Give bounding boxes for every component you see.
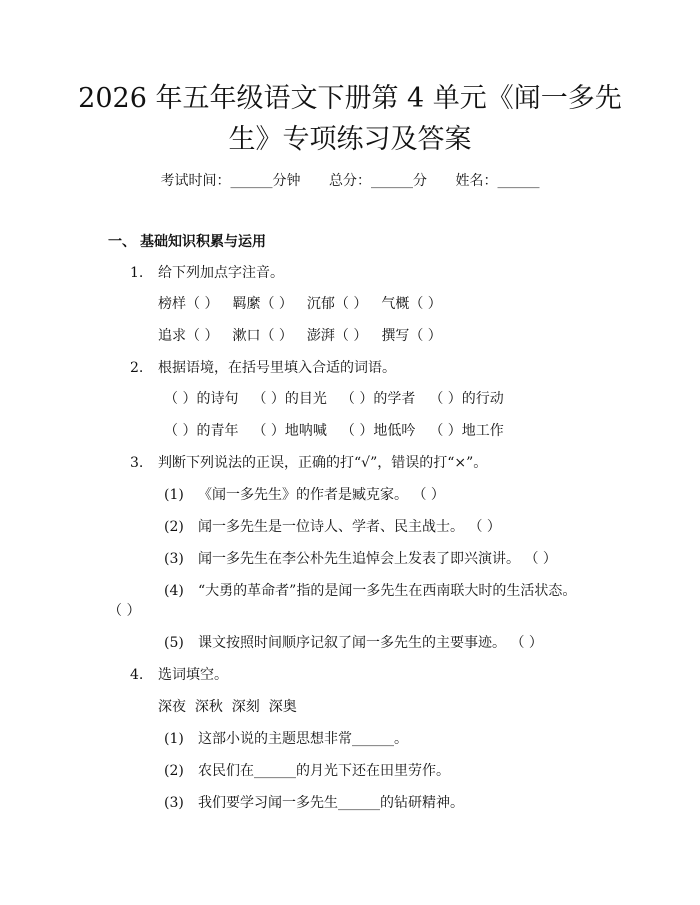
item-number: (1)	[164, 731, 184, 747]
fill-item: （ ）地呐喊	[252, 423, 327, 439]
pinyin-item: 澎湃（ ）	[306, 328, 368, 344]
question-2	[130, 357, 396, 377]
pinyin-item: 撰写（ ）	[381, 328, 442, 344]
fill-item: （ ）地低吟	[340, 423, 416, 439]
title-line-1: 2026 年五年级语文下册第 4 单元《闻一多先	[78, 83, 622, 114]
item-text: 闻一多先生在李公朴先生追悼会上发表了即兴演讲。 （ ）	[198, 551, 557, 567]
question-number: 4.	[130, 667, 144, 683]
question-number: 1.	[130, 265, 144, 281]
fill-item: （ ）地工作	[429, 423, 504, 439]
question-text: 选词填空。	[158, 667, 228, 683]
fill-item: （ ）的学者	[340, 391, 416, 407]
item-text: “大勇的革命者”指的是闻一多先生在西南联大时的生活状态。	[198, 583, 577, 599]
exam-meta	[0, 170, 700, 190]
q4-item-2	[164, 760, 450, 780]
student-name: 姓名：______	[455, 173, 540, 189]
question-text: 根据语境，在括号里填入合适的词语。	[158, 360, 396, 376]
pinyin-item: 漱口（ ）	[232, 328, 293, 344]
title-line-2: 生》专项练习及答案	[228, 124, 472, 155]
fill-item: （ ）的目光	[252, 391, 327, 407]
question-number: 3.	[130, 455, 144, 471]
exam-score: 总分：______分	[329, 173, 427, 189]
q4-item-1	[164, 728, 408, 748]
question-number: 2.	[130, 360, 144, 376]
item-text: 这部小说的主题思想非常______。	[198, 731, 408, 747]
section-number: 一、	[108, 234, 136, 250]
word-bank: 深夜 深秋 深刻 深奥	[158, 699, 297, 715]
pinyin-item: 榜样（ ）	[158, 296, 219, 312]
q3-item-5	[164, 632, 543, 652]
q2-row-1	[164, 388, 504, 408]
item-number: (1)	[164, 487, 184, 503]
question-3	[130, 452, 487, 472]
item-number: (2)	[164, 763, 184, 779]
fill-item: （ ）的青年	[164, 423, 239, 439]
q3-item-1	[164, 484, 445, 504]
item-number: (5)	[164, 635, 184, 651]
pinyin-item: 追求（ ）	[158, 328, 219, 344]
fill-item: （ ）的行动	[429, 391, 504, 407]
q2-row-2	[164, 420, 504, 440]
q3-item-4-wrap: （ ）	[108, 603, 141, 619]
document-title	[60, 78, 640, 160]
exam-time: 考试时间：______分钟	[160, 173, 301, 189]
item-text: 农民们在______的月光下还在田里劳作。	[198, 763, 450, 779]
item-text: 课文按照时间顺序记叙了闻一多先生的主要事迹。 （ ）	[198, 635, 543, 651]
question-1	[130, 262, 284, 282]
section-heading	[108, 231, 266, 251]
item-text: 我们要学习闻一多先生______的钻研精神。	[198, 795, 464, 811]
pinyin-item: 沉郁（ ）	[306, 296, 368, 312]
item-text: 《闻一多先生》的作者是臧克家。 （ ）	[198, 487, 445, 503]
fill-item: （ ）的诗句	[164, 391, 239, 407]
question-4	[130, 664, 228, 684]
q4-item-3	[164, 792, 464, 812]
item-number: (4)	[164, 583, 184, 599]
pinyin-item: 羁縻（ ）	[232, 296, 293, 312]
pinyin-item: 气概（ ）	[381, 296, 442, 312]
q3-item-2	[164, 516, 501, 536]
question-text: 给下列加点字注音。	[158, 265, 284, 281]
item-number: (3)	[164, 551, 184, 567]
q1-row-2	[158, 325, 442, 345]
item-number: (3)	[164, 795, 184, 811]
q3-item-3	[164, 548, 557, 568]
item-number: (2)	[164, 519, 184, 535]
item-text: 闻一多先生是一位诗人、学者、民主战士。 （ ）	[198, 519, 501, 535]
q1-row-1	[158, 293, 442, 313]
q3-item-4	[164, 580, 576, 600]
section-title: 基础知识积累与运用	[140, 234, 266, 250]
question-text: 判断下列说法的正误，正确的打“√”，错误的打“×”。	[158, 455, 488, 471]
